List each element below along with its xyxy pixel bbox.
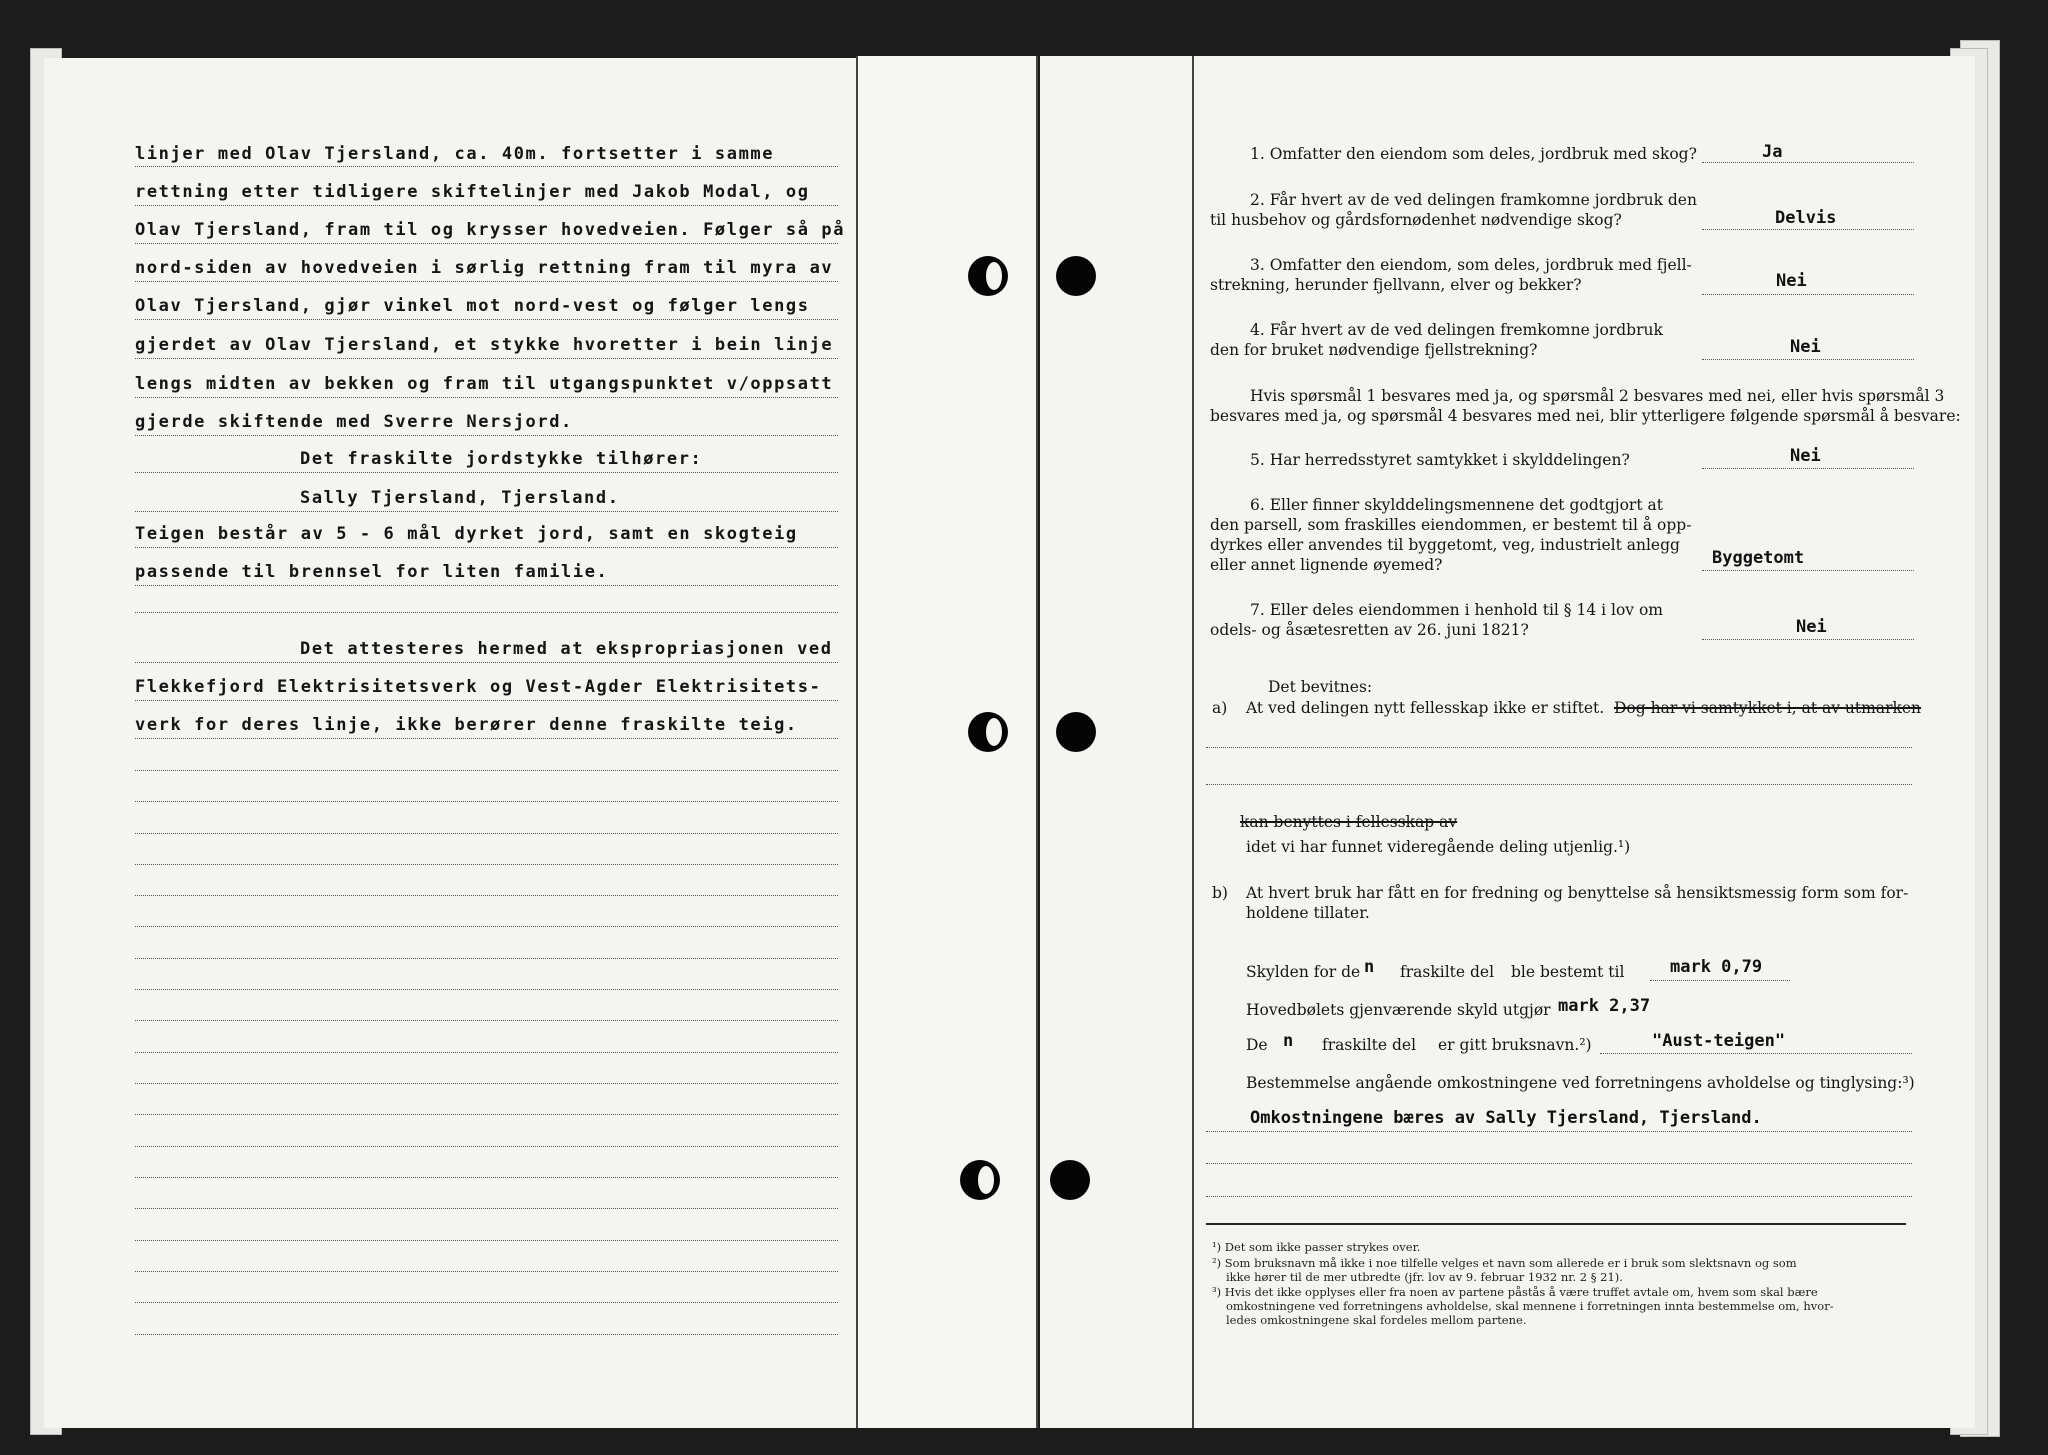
answer-line	[1702, 639, 1914, 640]
skyld-value: mark 0,79	[1670, 957, 1763, 977]
question-5: 5. Har herredsstyret samtykket i skylddelingen?	[1250, 451, 1630, 469]
punch-hole	[968, 712, 1008, 752]
footnote-2-line2: ikke hører til de mer utbredte (jfr. lov av 9. februar 1932 nr. 2 § 21).	[1226, 1270, 1623, 1284]
footnote-3-line1: ³) Hvis det ikke opplyses eller fra noen av partene påstås å være truffet avtale om, hvem som skal bære	[1212, 1285, 1818, 1299]
question-6-line4: eller annet lignende øyemed?	[1210, 556, 1443, 574]
ruled-line	[135, 958, 838, 959]
ruled-line	[135, 895, 838, 896]
item-b-line2: holdene tillater.	[1246, 904, 1370, 922]
conditional-line2: besvares med ja, og spørsmål 4 besvares med nei, blir ytterligere følgende spørsmål å besvare:	[1210, 407, 1961, 425]
margin-line	[1192, 56, 1194, 1428]
footnote-3-line2: omkostningene ved forretningens avholdelse, skal mennene i forretningen innta bestemmelse om, hvor-	[1226, 1299, 1834, 1313]
ruled-line	[135, 1271, 838, 1272]
question-6-line3: dyrkes eller anvendes til byggetomt, veg, industrielt anlegg	[1210, 536, 1680, 554]
bruksnavn-gitt-label: er gitt bruksnavn.²)	[1438, 1036, 1592, 1054]
question-2-line2: til husbehov og gårdsfornødenhet nødvendige skog?	[1210, 211, 1622, 229]
item-a-struck-text: Dog har vi samtykket i, at av utmarken	[1614, 699, 1922, 717]
ruled-line	[135, 989, 838, 990]
ruled-line	[135, 738, 838, 739]
ruled-line	[1206, 747, 1912, 748]
ruled-line	[135, 166, 838, 167]
bruksnavn-del-label: fraskilte del	[1322, 1036, 1417, 1054]
ruled-line	[135, 547, 838, 548]
ruled-line	[1206, 1196, 1912, 1197]
item-a-label: a)	[1212, 699, 1228, 717]
ruled-line	[135, 511, 838, 512]
question-6-line1: 6. Eller finner skylddelingsmennene det godtgjort at	[1250, 496, 1663, 514]
ruled-line	[135, 1020, 838, 1021]
ruled-line	[135, 281, 838, 282]
typed-line: gjerdet av Olav Tjersland, et stykke hvoretter i bein linje	[135, 335, 834, 355]
typed-line: Olav Tjersland, fram til og krysser hovedveien. Følger så på	[135, 220, 846, 240]
binding-strip	[858, 56, 1036, 1428]
typed-line: gjerde skiftende med Sverre Nersjord.	[135, 412, 573, 432]
typed-line: Sally Tjersland, Tjersland.	[300, 488, 620, 508]
ruled-line	[135, 662, 838, 663]
hovedbol-label: Hovedbølets gjenværende skyld utgjør	[1246, 1001, 1551, 1019]
omkostninger-value: Omkostningene bæres av Sally Tjersland, Tjersland.	[1250, 1108, 1762, 1128]
item-b-line1: At hvert bruk har fått en for fredning og benyttelse så hensiktsmessig form som for-	[1246, 884, 1909, 902]
typed-line: Det attesteres hermed at ekspropriasjonen ved	[300, 639, 833, 659]
answer-1: Ja	[1762, 142, 1783, 162]
ruled-line	[135, 358, 838, 359]
answer-line	[1702, 162, 1914, 163]
ruled-line	[135, 435, 838, 436]
typed-line: lengs midten av bekken og fram til utgangspunktet v/oppsatt	[135, 374, 834, 394]
question-4-line1: 4. Får hvert av de ved delingen fremkomne jordbruk	[1250, 321, 1663, 339]
punch-hole	[960, 1160, 1000, 1200]
ruled-line	[135, 585, 838, 586]
answer-line	[1702, 570, 1914, 571]
ruled-line	[1206, 1163, 1912, 1164]
question-2-line1: 2. Får hvert av de ved delingen framkomne jordbruk den	[1250, 191, 1697, 209]
ruled-line	[135, 472, 838, 473]
ruled-line	[135, 864, 838, 865]
answer-7: Nei	[1796, 617, 1827, 637]
binding-line	[856, 56, 858, 1428]
footnote-2-line1: ²) Som bruksnavn må ikke i noe tilfelle velges et navn som allerede er i bruk som slektsnavn og som	[1212, 1256, 1797, 1270]
ruled-line	[135, 243, 838, 244]
question-7-line1: 7. Eller deles eiendommen i henhold til § 14 i lov om	[1250, 601, 1664, 619]
question-4-line2: den for bruket nødvendige fjellstrekning?	[1210, 341, 1538, 359]
ruled-line	[1206, 1131, 1912, 1132]
item-a-text: At ved delingen nytt fellesskap ikke er stiftet.	[1246, 699, 1605, 717]
punch-hole	[1056, 256, 1096, 296]
ruled-line	[135, 926, 838, 927]
answer-line	[1702, 294, 1914, 295]
answer-line	[1702, 359, 1914, 360]
ruled-line	[135, 1334, 838, 1335]
answer-6: Byggetomt	[1712, 548, 1805, 568]
item-a-struck-text-2: kan benyttes i fellesskap av	[1240, 813, 1458, 831]
ruled-line	[135, 1302, 838, 1303]
punch-hole	[1050, 1160, 1090, 1200]
typed-line: Det fraskilte jordstykke tilhører:	[300, 449, 703, 469]
question-3-line1: 3. Omfatter den eiendom, som deles, jordbruk med fjell-	[1250, 256, 1692, 274]
bruksnavn-n-suffix: n	[1283, 1031, 1294, 1051]
ruled-line	[135, 1177, 838, 1178]
bevitnes-heading: Det bevitnes:	[1268, 678, 1373, 696]
footnote-separator	[1206, 1223, 1906, 1225]
binding-line	[1036, 56, 1038, 1428]
typed-line: rettning etter tidligere skiftelinjer med Jakob Modal, og	[135, 182, 810, 202]
ruled-line	[135, 1114, 838, 1115]
ruled-line	[135, 1052, 838, 1053]
bruksnavn-label: De	[1246, 1036, 1268, 1054]
ruled-line	[135, 833, 838, 834]
ruled-line	[135, 1083, 838, 1084]
conditional-line1: Hvis spørsmål 1 besvares med ja, og spørsmål 2 besvares med nei, eller hvis spørsmål 3	[1250, 387, 1945, 405]
punch-hole	[1056, 712, 1096, 752]
ruled-line	[135, 1146, 838, 1147]
question-1: 1. Omfatter den eiendom som deles, jordbruk med skog?	[1250, 145, 1697, 163]
typed-line: Teigen består av 5 - 6 mål dyrket jord, samt en skogteig	[135, 524, 798, 544]
ruled-line	[135, 700, 838, 701]
bruksnavn-value: "Aust-teigen"	[1652, 1031, 1786, 1051]
question-7-line2: odels- og åsætesretten av 26. juni 1821?	[1210, 621, 1529, 639]
ruled-line	[135, 612, 838, 613]
answer-4: Nei	[1790, 337, 1821, 357]
skyld-del-label: fraskilte del	[1400, 963, 1495, 981]
ruled-line	[1206, 784, 1912, 785]
ruled-line	[135, 1208, 838, 1209]
item-a-continuation: idet vi har funnet videregående deling utjenlig.¹)	[1246, 838, 1631, 856]
footnote-1: ¹) Det som ikke passer strykes over.	[1212, 1240, 1421, 1254]
answer-line	[1702, 468, 1914, 469]
skyld-label: Skylden for de	[1246, 963, 1361, 981]
skyld-bestemt-label: ble bestemt til	[1511, 963, 1625, 981]
item-b-label: b)	[1212, 884, 1228, 902]
ruled-line	[135, 205, 838, 206]
ruled-line	[135, 397, 838, 398]
ruled-line	[135, 1240, 838, 1241]
omkostninger-label: Bestemmelse angående omkostningene ved forretningens avholdelse og tinglysing:³)	[1246, 1074, 1915, 1092]
answer-line	[1650, 980, 1790, 981]
answer-line	[1600, 1053, 1912, 1054]
question-3-line2: strekning, herunder fjellvann, elver og bekker?	[1210, 276, 1582, 294]
answer-2: Delvis	[1775, 208, 1837, 228]
punch-hole	[968, 256, 1008, 296]
answer-5: Nei	[1790, 446, 1821, 466]
typed-line: Olav Tjersland, gjør vinkel mot nord-vest og følger lengs	[135, 296, 810, 316]
footnote-3-line3: ledes omkostningene skal fordeles mellom partene.	[1226, 1313, 1527, 1327]
typed-line: verk for deres linje, ikke berører denne fraskilte teig.	[135, 715, 798, 735]
typed-line: Flekkefjord Elektrisitetsverk og Vest-Agder Elektrisitets-	[135, 677, 822, 697]
answer-3: Nei	[1776, 271, 1807, 291]
answer-line	[1702, 229, 1914, 230]
typed-line: linjer med Olav Tjersland, ca. 40m. fortsetter i samme	[135, 144, 775, 164]
ruled-line	[135, 770, 838, 771]
question-6-line2: den parsell, som fraskilles eiendommen, er bestemt til å opp-	[1210, 516, 1692, 534]
typed-line: passende til brennsel for liten familie.	[135, 562, 609, 582]
ruled-line	[135, 801, 838, 802]
typed-line: nord-siden av hovedveien i sørlig rettning fram til myra av	[135, 258, 834, 278]
skyld-n-suffix: n	[1364, 957, 1375, 977]
hovedbol-value: mark 2,37	[1558, 996, 1651, 1016]
ruled-line	[135, 319, 838, 320]
